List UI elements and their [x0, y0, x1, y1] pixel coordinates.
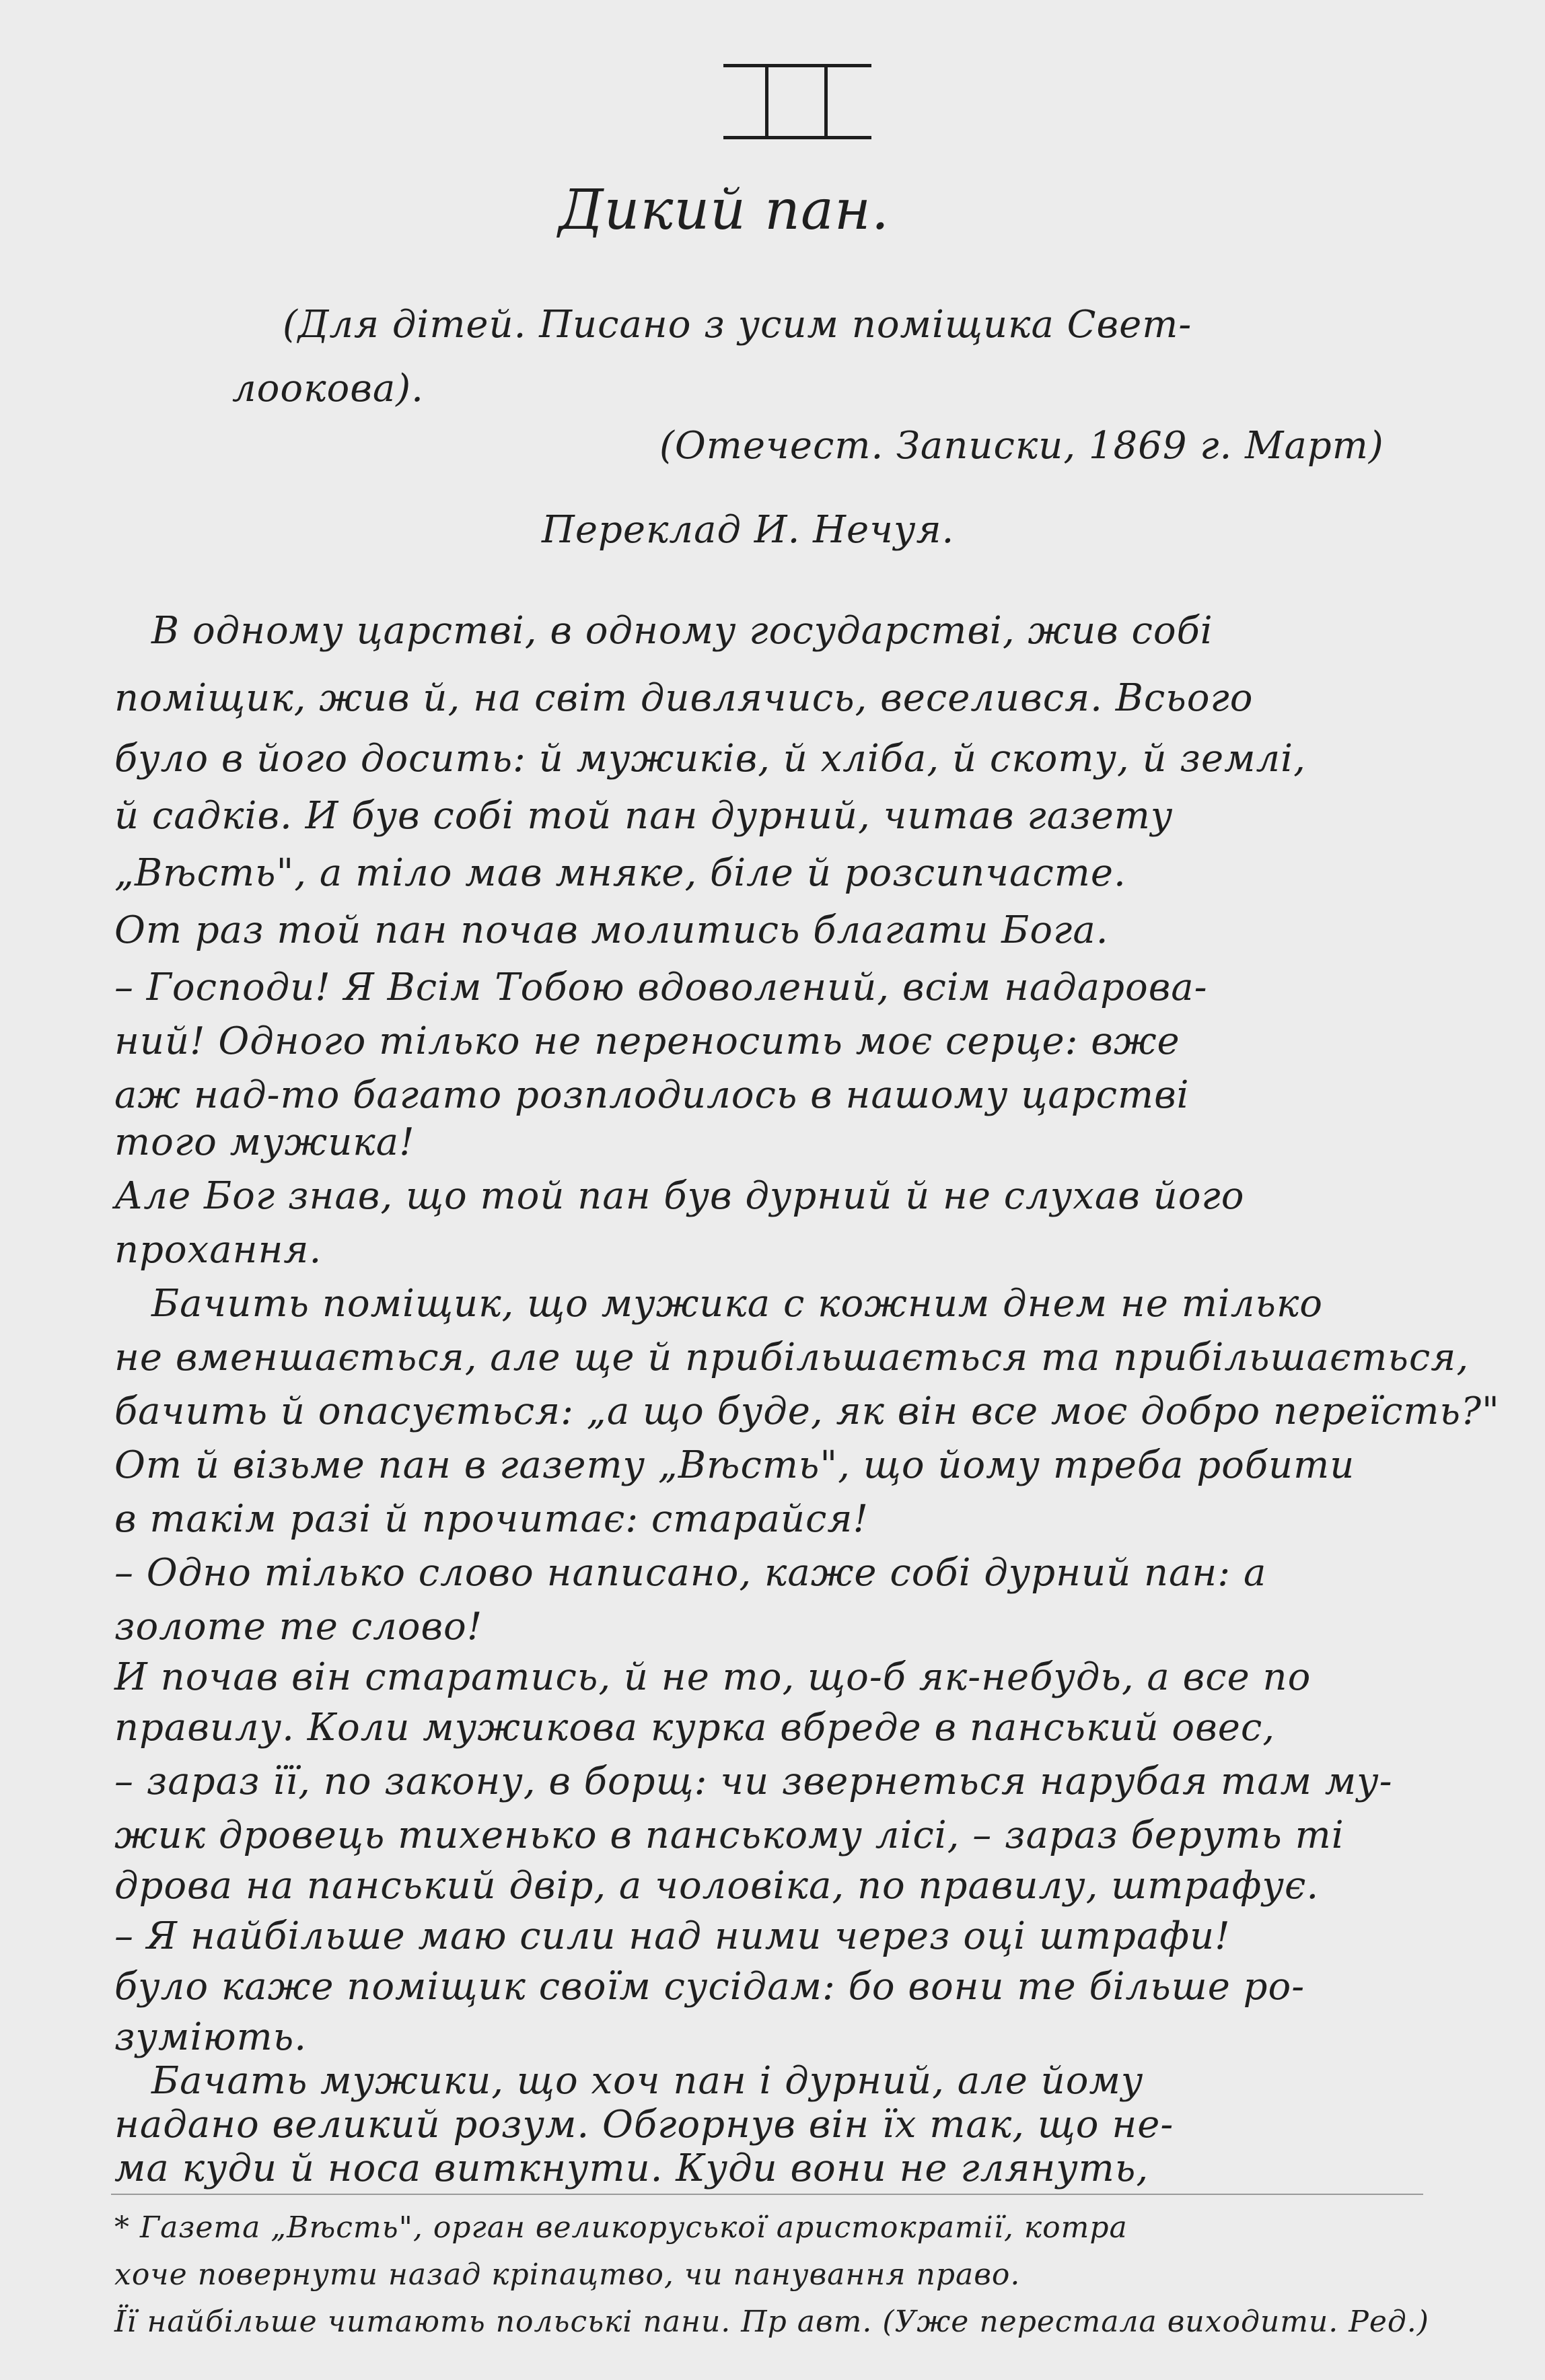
footnote-line: Її найбільше читають польські пани. Пр авт. (Уже перестала виходити. Ред.) [114, 2305, 1429, 2339]
body-line: – Одно тілько слово написано, каже собі дурний пан: а [114, 1551, 1267, 1595]
body-line: Бачить поміщик, що мужика с кожним днем не тілько [151, 1282, 1324, 1326]
source-reference: (Отечест. Записки, 1869 г. Март) [659, 424, 1384, 468]
numeral-stem-left [765, 64, 768, 139]
body-line: в такім разі й прочитає: старайся! [114, 1497, 869, 1541]
body-line: Бачать мужики, що хоч пан і дурний, але йому [151, 2059, 1144, 2103]
body-line: бачить й опасується: „а що буде, як він все моє добро переїсть?" [114, 1390, 1500, 1433]
body-line: того мужика! [114, 1120, 415, 1164]
body-line: зуміють. [114, 2015, 308, 2059]
footnote-line: * Газета „Вѣсть", орган великоруської аристократії, котра [114, 2210, 1128, 2245]
chapter-number-text [723, 64, 724, 65]
body-line: й садків. И був собі той пан дурний, читав газету [114, 794, 1174, 838]
body-line: ний! Одного тілько не переносить моє серце: вже [114, 1019, 1180, 1063]
body-line: було в його досить: й мужиків, й хліба, й скоту, й землі, [114, 737, 1306, 781]
numeral-bottom-bar [723, 136, 871, 139]
body-line: прохання. [114, 1228, 322, 1272]
body-line: поміщик, жив й, на світ дивлячись, веселився. Всього [114, 676, 1254, 720]
body-line: От раз той пан почав молитись благати Бога. [114, 908, 1109, 952]
subtitle-line: лоокова). [232, 367, 424, 410]
subtitle-line: (Для дітей. Писано з усим поміщика Свет- [283, 303, 1192, 347]
translator-credit: Переклад И. Нечуя. [542, 508, 955, 552]
body-line: золоте те слово! [114, 1605, 483, 1649]
numeral-stem-right [824, 64, 828, 139]
page-title: Дикий пан. [559, 178, 890, 242]
body-line: – Господи! Я Всім Тобою вдоволений, всім надарова- [114, 966, 1208, 1009]
body-line: ма куди й носа виткнути. Куди вони не глянуть, [114, 2147, 1149, 2190]
body-line: правилу. Коли мужикова курка вбреде в панський овес, [114, 1706, 1276, 1750]
body-line: дрова на панський двір, а чоловіка, по правилу, штрафує. [114, 1864, 1320, 1908]
body-line: аж над-то багато розплодилось в нашому царстві [114, 1073, 1190, 1117]
body-line: жик дровець тихенько в панському лісі, – зараз беруть ті [114, 1813, 1344, 1857]
body-line: От й візьме пан в газету „Вѣсть", що йому треба робити [114, 1443, 1355, 1487]
body-line: надано великий розум. Обгорнув він їх так, що не- [114, 2103, 1174, 2147]
body-line: „Вѣсть", а тіло мав мняке, біле й розсипчасте. [114, 851, 1126, 895]
body-line: не вменшається, але ще й прибільшається та прибільшається, [114, 1336, 1470, 1379]
body-line: – зараз її, по закону, в борщ: чи звернеться нарубая там му- [114, 1760, 1393, 1803]
footnote-divider [111, 2194, 1423, 2195]
numeral-top-bar [723, 64, 871, 67]
body-line: було каже поміщик своїм сусідам: бо вони те більше ро- [114, 1965, 1305, 2009]
body-line: – Я найбільше маю сили над ними через оці штрафи! [114, 1914, 1231, 1958]
body-line: Але Бог знав, що той пан був дурний й не слухав його [114, 1174, 1245, 1218]
body-line: И почав він старатись, й не то, що-б як-небудь, а все по [114, 1655, 1312, 1699]
body-line: В одному царстві, в одному государстві, жив собі [151, 609, 1213, 653]
chapter-number [723, 64, 871, 139]
footnote-line: хоче повернути назад кріпацтво, чи панування право. [114, 2258, 1021, 2292]
